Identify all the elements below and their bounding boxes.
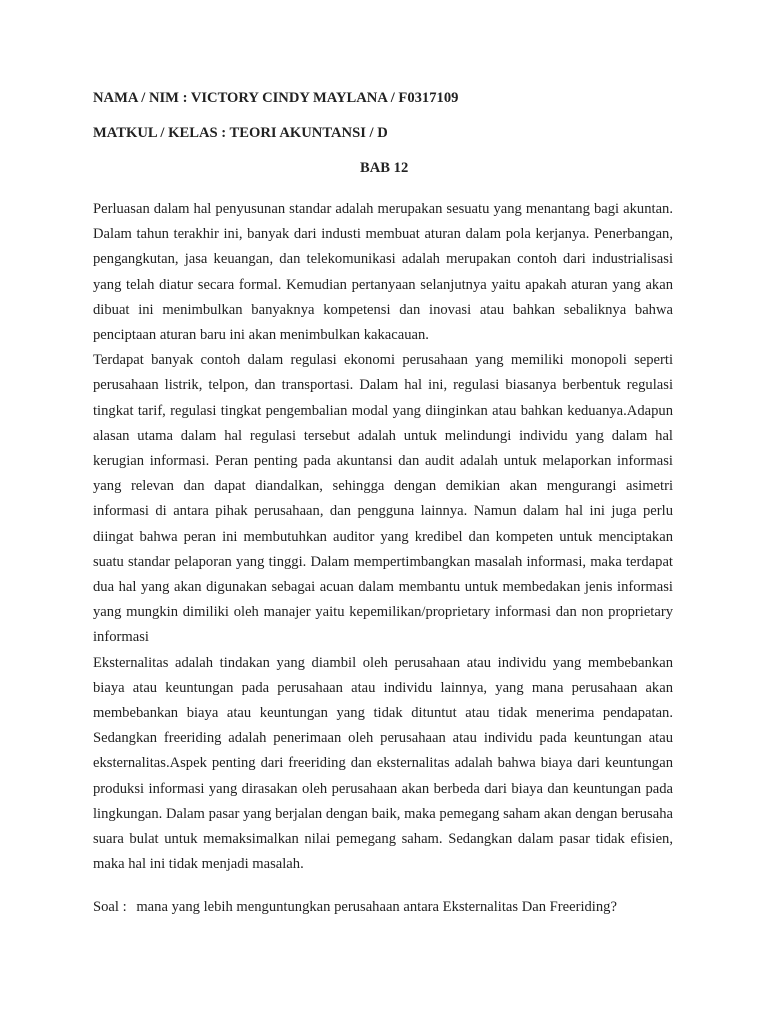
body-text <box>93 197 673 877</box>
question-text: mana yang lebih menguntungkan perusahaan antara Eksternalitas Dan Freeriding? <box>136 899 617 916</box>
chapter-heading: BAB 12 <box>360 160 409 176</box>
question-label: Soal : <box>93 899 127 916</box>
paragraph-2: Terdapat banyak contoh dalam regulasi ekonomi perusahaan yang memiliki monopoli seperti perusahaan listrik, telpon, dan transportasi. Dalam hal ini, regulasi biasanya berbentuk regulasi tingkat tarif, regulasi tingkat pengembalian modal yang diinginkan atau bahkan keduanya.Adapun alasan utama dalam hal regulasi tersebut adalah untuk melindungi individu yang dalam hal kerugian informasi. Peran penting pada akuntansi dan audit adalah untuk melaporkan informasi yang relevan dan dapat diandalkan, sehingga dengan demikian akan mengurangi asimetri informasi di antara pihak perusahaan, dan pengguna lainnya. Namun dalam hal ini juga perlu diingat bahwa peran ini membutuhkan auditor yang kredibel dan kompeten untuk menciptakan suatu standar pelaporan yang tinggi. Dalam mempertimbangkan masalah informasi, maka terdapat dua hal yang akan digunakan sebagai acuan dalam membantu untuk membedakan jenis informasi yang mungkin dimiliki oleh manajer yaitu kepemilikan/proprietary informasi dan non proprietary informasi <box>93 352 673 646</box>
paragraph-3: Eksternalitas adalah tindakan yang diambil oleh perusahaan atau individu yang membebankan biaya atau keuntungan pada perusahaan atau individu lainnya, yang mana perusahaan akan membebankan biaya atau keuntungan yang tidak dituntut atau tidak menerima pendapatan. Sedangkan freeriding adalah penerimaan oleh perusahaan atau individu pada keuntungan atau eksternalitas.Aspek penting dari freeriding dan eksternalitas adalah bahwa biaya dari keuntungan produksi informasi yang dirasakan oleh perusahaan akan berbeda dari biaya dan keuntungan pada lingkungan. Dalam pasar yang berjalan dengan baik, maka pemegang saham akan dengan berusaha suara bulat untuk memaksimalkan nilai pemegang saham. Sedangkan dalam pasar tidak efisien, maka hal ini tidak menjadi masalah. <box>93 654 673 873</box>
student-name-line: NAMA / NIM : VICTORY CINDY MAYLANA / F0317109 <box>93 90 459 106</box>
course-class-line: MATKUL / KELAS : TEORI AKUNTANSI / D <box>93 125 388 141</box>
question-line <box>93 897 673 917</box>
paragraph-1: Perluasan dalam hal penyusunan standar adalah merupakan sesuatu yang menantang bagi akuntan. Dalam tahun terakhir ini, banyak dari industi membuat aturan dalam pola kerjanya. Penerbangan, pengangkutan, jasa keuangan, dan telekomunikasi adalah merupakan contoh dari industrialisasi yang telah diatur secara formal. Kemudian pertanyaan selanjutnya yaitu apakah aturan yang akan dibuat ini menimbulkan banyaknya kompetensi dan inovasi atau bahkan sebaliknya bahwa penciptaan aturan baru ini akan menimbulkan kakacauan. <box>93 201 673 344</box>
